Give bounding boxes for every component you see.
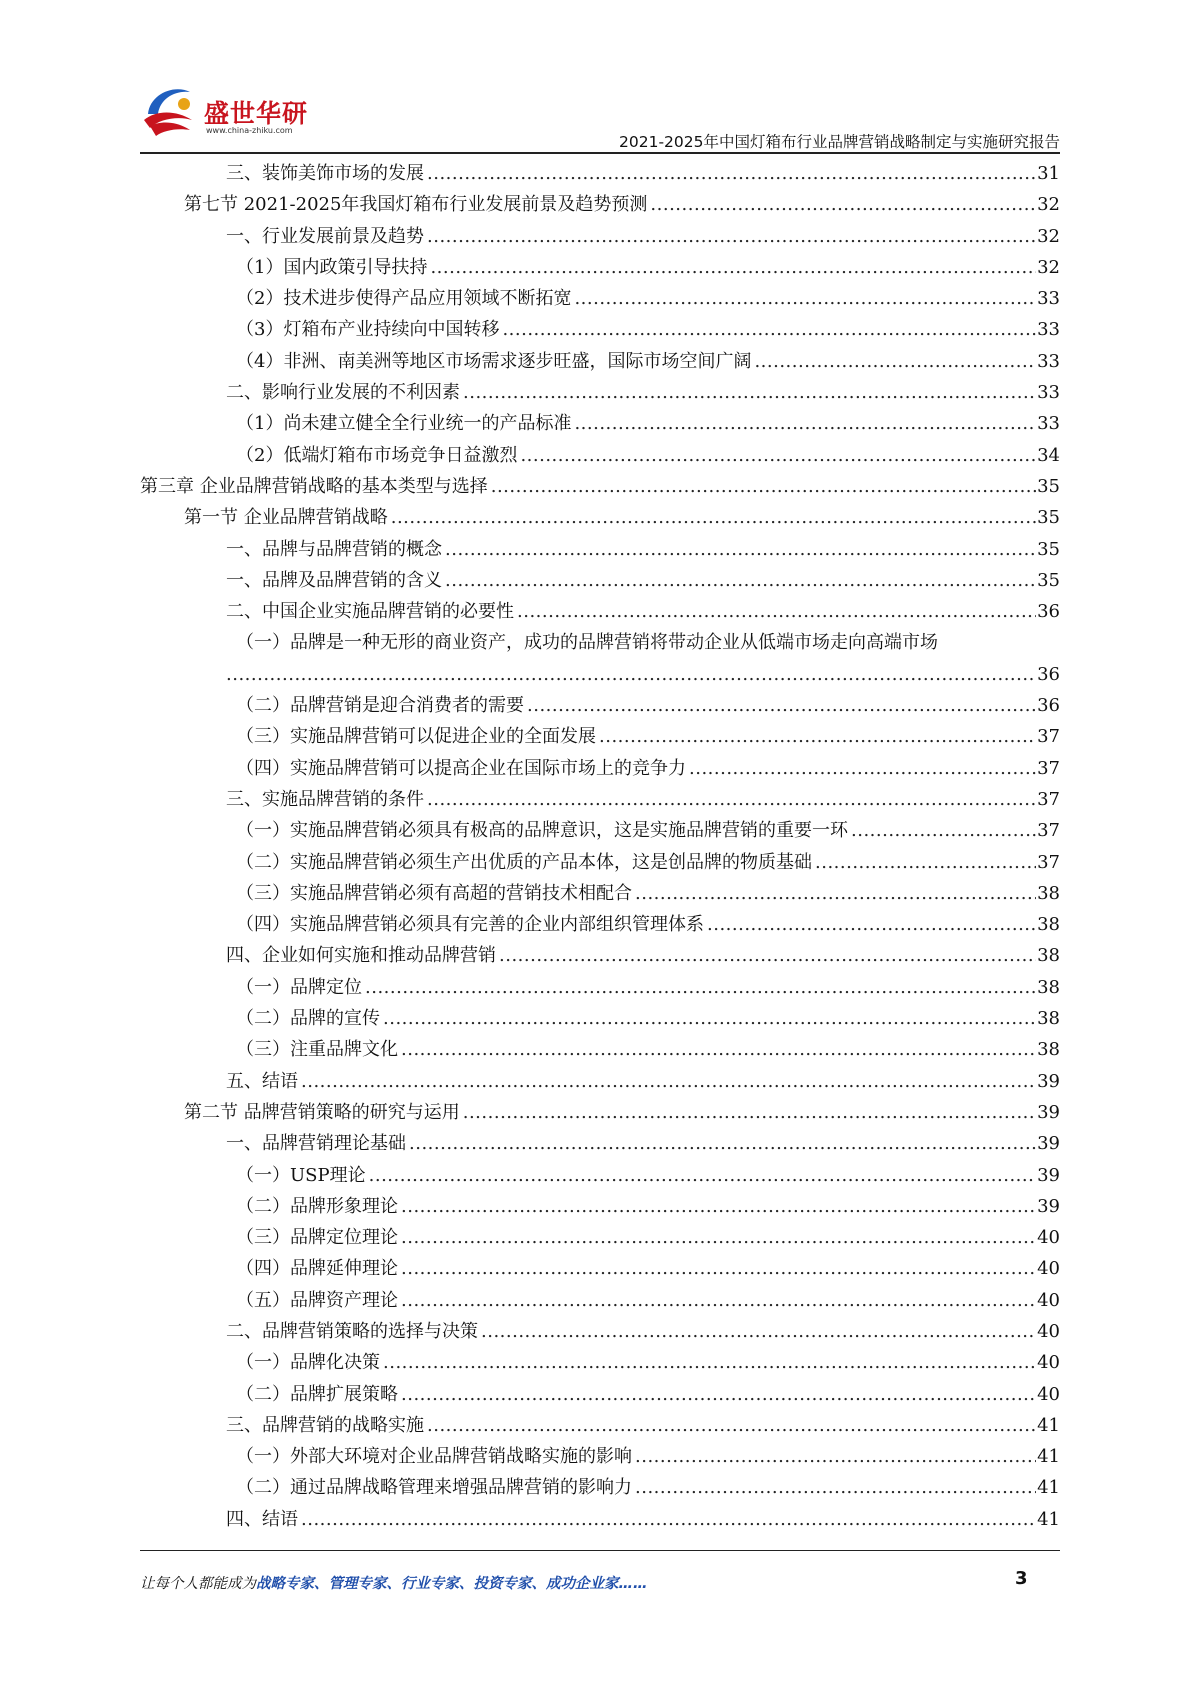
- company-logo: [140, 80, 310, 144]
- toc-entry-text: 二、品牌营销策略的选择与决策: [226, 1320, 478, 1342]
- toc-entry-text: （4）非洲、南美洲等地区市场需求逐步旺盛，国际市场空间广阔: [236, 350, 752, 372]
- toc-entry-page: 38: [1037, 882, 1060, 904]
- toc-leader-dots: [527, 690, 1036, 721]
- toc-entry-text: 第三章 企业品牌营销战略的基本类型与选择: [140, 475, 488, 497]
- toc-entry[interactable]: [140, 784, 1060, 815]
- toc-entry-page: 41: [1037, 1446, 1060, 1468]
- toc-leader-dots: [401, 1379, 1036, 1410]
- toc-leader-dots: [599, 721, 1036, 752]
- toc-entry[interactable]: [140, 283, 1060, 314]
- footer-slogan: [140, 1572, 648, 1593]
- toc-entry[interactable]: [140, 596, 1060, 627]
- toc-entry-text: （1）国内政策引导扶持: [236, 256, 428, 278]
- table-of-contents: [140, 158, 1060, 1535]
- logo-url: www.china-zhiku.com: [206, 126, 293, 135]
- toc-entry-page: 32: [1037, 194, 1060, 216]
- toc-entry-text: （一）实施品牌营销必须具有极高的品牌意识，这是实施品牌营销的重要一环: [236, 820, 848, 842]
- toc-entry[interactable]: [140, 1285, 1060, 1316]
- toc-leader-dots: [401, 1034, 1036, 1065]
- toc-entry-page: 37: [1037, 851, 1060, 873]
- toc-entry-page: 36: [1037, 695, 1060, 717]
- toc-leader-dots: [463, 1097, 1036, 1128]
- toc-entry[interactable]: [140, 1472, 1060, 1503]
- toc-leader-dots: [301, 1066, 1036, 1097]
- toc-entry-page: 40: [1037, 1227, 1060, 1249]
- toc-entry-page: 32: [1037, 225, 1060, 247]
- toc-entry-text: 五、结语: [226, 1070, 298, 1092]
- toc-entry-text: （二）品牌营销是迎合消费者的需要: [236, 695, 524, 717]
- toc-leader-dots: [851, 815, 1036, 846]
- toc-entry[interactable]: [140, 1222, 1060, 1253]
- toc-entry[interactable]: [140, 1066, 1060, 1097]
- toc-entry[interactable]: [140, 815, 1060, 846]
- footer-divider: [140, 1550, 1060, 1551]
- toc-entry[interactable]: [140, 972, 1060, 1003]
- toc-leader-dots: [815, 847, 1036, 878]
- toc-entry-text: （2）技术进步使得产品应用领域不断拓宽: [236, 288, 572, 310]
- toc-entry-page: 33: [1037, 350, 1060, 372]
- toc-entry-text: （三）品牌定位理论: [236, 1227, 398, 1249]
- toc-entry-page: 38: [1037, 1039, 1060, 1061]
- toc-entry[interactable]: [140, 1504, 1060, 1535]
- toc-entry-page: 39: [1037, 1133, 1060, 1155]
- toc-entry-text: （一）USP理论: [236, 1164, 366, 1186]
- toc-leader-dots: [401, 1191, 1036, 1222]
- toc-leader-dots: [650, 189, 1036, 220]
- toc-leader-dots: [574, 283, 1036, 314]
- toc-entry[interactable]: [140, 878, 1060, 909]
- toc-entry[interactable]: [140, 1379, 1060, 1410]
- toc-entry[interactable]: [140, 440, 1060, 471]
- toc-entry[interactable]: [140, 690, 1060, 721]
- toc-entry-text: 四、结语: [226, 1508, 298, 1530]
- toc-entry[interactable]: [140, 377, 1060, 408]
- toc-leader-dots: [502, 314, 1036, 345]
- toc-entry-text: 第一节 企业品牌营销战略: [184, 507, 388, 529]
- toc-entry[interactable]: [140, 1097, 1060, 1128]
- toc-leader-dots: [365, 972, 1036, 1003]
- toc-leader-dots: [520, 440, 1036, 471]
- toc-entry[interactable]: [140, 565, 1060, 596]
- toc-entry-page: 36: [1037, 601, 1060, 623]
- toc-entry-page: 37: [1037, 757, 1060, 779]
- logo-swoosh-icon: [140, 80, 204, 144]
- page-number: 3: [1015, 1568, 1028, 1589]
- toc-entry-text: （三）注重品牌文化: [236, 1039, 398, 1061]
- toc-entry-text: （三）实施品牌营销必须有高超的营销技术相配合: [236, 882, 632, 904]
- toc-entry-text: （二）品牌扩展策略: [236, 1383, 398, 1405]
- toc-entry[interactable]: [140, 1347, 1060, 1378]
- toc-entry[interactable]: [140, 1441, 1060, 1472]
- toc-leader-dots: [635, 1441, 1036, 1472]
- toc-entry[interactable]: [140, 1160, 1060, 1191]
- toc-entry-page: 38: [1037, 914, 1060, 936]
- toc-leader-dots: [383, 1347, 1036, 1378]
- toc-entry-page: 32: [1037, 256, 1060, 278]
- toc-entry-page: 40: [1037, 1383, 1060, 1405]
- toc-entry-page: 33: [1037, 382, 1060, 404]
- toc-entry-text: （二）品牌形象理论: [236, 1195, 398, 1217]
- toc-entry[interactable]: [140, 408, 1060, 439]
- toc-entry[interactable]: [140, 627, 1060, 690]
- header-divider: [140, 152, 1060, 154]
- toc-entry[interactable]: [140, 753, 1060, 784]
- toc-entry[interactable]: [140, 1410, 1060, 1441]
- toc-entry-page: 41: [1037, 1508, 1060, 1530]
- toc-leader-dots: [635, 1472, 1036, 1503]
- toc-entry-text: 第七节 2021-2025年我国灯箱布行业发展前景及趋势预测: [184, 194, 648, 216]
- toc-entry-page: 36: [1037, 663, 1060, 685]
- toc-entry-text: （三）实施品牌营销可以促进企业的全面发展: [236, 726, 596, 748]
- toc-entry-text: （一）品牌化决策: [236, 1352, 380, 1374]
- toc-leader-dots: [445, 565, 1036, 596]
- toc-entry-text: （二）品牌的宣传: [236, 1008, 380, 1030]
- toc-leader-dots: [707, 909, 1036, 940]
- toc-leader-dots: [401, 1222, 1036, 1253]
- toc-entry[interactable]: [140, 314, 1060, 345]
- toc-entry-page: 39: [1037, 1101, 1060, 1123]
- toc-entry[interactable]: [140, 1003, 1060, 1034]
- toc-entry[interactable]: [140, 346, 1060, 377]
- toc-entry-page: 41: [1037, 1414, 1060, 1436]
- toc-entry-text: 二、影响行业发展的不利因素: [226, 382, 460, 404]
- toc-entry-page: 39: [1037, 1070, 1060, 1092]
- toc-entry-text: 三、实施品牌营销的条件: [226, 788, 424, 810]
- toc-leader-dots: [499, 940, 1036, 971]
- toc-entry[interactable]: [140, 252, 1060, 283]
- toc-entry-page: 37: [1037, 788, 1060, 810]
- toc-entry-text: （2）低端灯箱布市场竞争日益激烈: [236, 444, 518, 466]
- toc-entry[interactable]: [140, 189, 1060, 220]
- toc-entry-page: 35: [1037, 507, 1060, 529]
- toc-entry[interactable]: [140, 158, 1060, 189]
- toc-entry-page: 37: [1037, 726, 1060, 748]
- toc-leader-dots: [481, 1316, 1036, 1347]
- logo-name: 盛世华研: [204, 99, 309, 128]
- toc-entry[interactable]: [140, 1316, 1060, 1347]
- toc-leader-dots: [463, 377, 1036, 408]
- toc-entry-text: （一）品牌定位: [236, 976, 362, 998]
- toc-entry-page: 40: [1037, 1289, 1060, 1311]
- toc-entry-text: 一、品牌及品牌营销的含义: [226, 569, 442, 591]
- toc-entry[interactable]: [140, 1128, 1060, 1159]
- toc-entry-text: （四）实施品牌营销必须具有完善的企业内部组织管理体系: [236, 914, 704, 936]
- toc-entry[interactable]: [140, 471, 1060, 502]
- toc-entry[interactable]: [140, 534, 1060, 565]
- toc-entry-text: （二）实施品牌营销必须生产出优质的产品本体，这是创品牌的物质基础: [236, 851, 812, 873]
- toc-entry-text: （四）品牌延伸理论: [236, 1258, 398, 1280]
- toc-entry-page: 40: [1037, 1352, 1060, 1374]
- toc-entry-page: 37: [1037, 820, 1060, 842]
- toc-entry-text: （二）通过品牌战略管理来增强品牌营销的影响力: [236, 1477, 632, 1499]
- page-header: [140, 80, 1060, 152]
- toc-entry[interactable]: [140, 1253, 1060, 1284]
- toc-entry-page: 35: [1037, 538, 1060, 560]
- toc-entry-page: 40: [1037, 1258, 1060, 1280]
- toc-entry-text: （1）尚未建立健全全行业统一的产品标准: [236, 413, 572, 435]
- toc-leader-dots: [517, 596, 1036, 627]
- toc-entry-page: 31: [1037, 163, 1060, 184]
- footer-slogan-highlight: 战略专家、管理专家、行业专家、投资专家、成功企业家……: [256, 1576, 648, 1592]
- toc-leader-dots: [409, 1128, 1036, 1159]
- toc-entry[interactable]: [140, 502, 1060, 533]
- toc-entry-text: 三、装饰美饰市场的发展: [226, 163, 424, 184]
- toc-leader-dots: [369, 1160, 1036, 1191]
- toc-entry-page: 34: [1037, 444, 1060, 466]
- toc-entry-page: 39: [1037, 1195, 1060, 1217]
- toc-entry-text: （3）灯箱布产业持续向中国转移: [236, 319, 500, 341]
- toc-leader-dots: [301, 1504, 1036, 1535]
- toc-entry-text: 三、品牌营销的战略实施: [226, 1414, 424, 1436]
- toc-leader-dots: [383, 1003, 1036, 1034]
- toc-entry-page: 39: [1037, 1164, 1060, 1186]
- toc-entry-page: 38: [1037, 945, 1060, 967]
- toc-entry[interactable]: [140, 1034, 1060, 1065]
- toc-entry[interactable]: [140, 909, 1060, 940]
- toc-entry-page: 38: [1037, 1008, 1060, 1030]
- toc-leader-dots: [427, 158, 1036, 189]
- toc-leader-dots: [635, 878, 1036, 909]
- toc-leader-dots: [430, 252, 1036, 283]
- toc-leader-dots: [391, 502, 1036, 533]
- toc-entry-text: 一、行业发展前景及趋势: [226, 225, 424, 247]
- toc-leader-dots: [427, 784, 1036, 815]
- toc-entry-page: 41: [1037, 1477, 1060, 1499]
- toc-entry-text: 二、中国企业实施品牌营销的必要性: [226, 601, 514, 623]
- toc-entry-text: （一）外部大环境对企业品牌营销战略实施的影响: [236, 1446, 632, 1468]
- toc-leader-dots: [427, 1410, 1036, 1441]
- toc-entry-page: 33: [1037, 319, 1060, 341]
- toc-entry-page: 33: [1037, 413, 1060, 435]
- toc-entry[interactable]: [140, 1191, 1060, 1222]
- toc-entry-text: 一、品牌营销理论基础: [226, 1133, 406, 1155]
- toc-entry[interactable]: [140, 221, 1060, 252]
- toc-leader-dots: [445, 534, 1036, 565]
- toc-leader-dots: [427, 221, 1036, 252]
- toc-entry-page: 35: [1037, 569, 1060, 591]
- toc-entry-text: （四）实施品牌营销可以提高企业在国际市场上的竞争力: [236, 757, 686, 779]
- document-title: 2021-2025年中国灯箱布行业品牌营销战略制定与实施研究报告: [619, 133, 1060, 151]
- toc-leader-dots: [401, 1285, 1036, 1316]
- toc-leader-dots: [226, 659, 1036, 690]
- toc-leader-dots: [689, 753, 1036, 784]
- toc-entry-page: 40: [1037, 1320, 1060, 1342]
- footer-slogan-prefix: 让每个人都能成为: [140, 1576, 256, 1592]
- toc-entry[interactable]: [140, 847, 1060, 878]
- toc-entry-text: （一）品牌是一种无形的商业资产，成功的品牌营销将带动企业从低端市场走向高端市场: [236, 632, 938, 654]
- toc-entry-page: 33: [1037, 288, 1060, 310]
- toc-entry[interactable]: [140, 721, 1060, 752]
- toc-entry-page: 35: [1037, 475, 1060, 497]
- toc-leader-dots: [401, 1253, 1036, 1284]
- toc-entry-text: 一、品牌与品牌营销的概念: [226, 538, 442, 560]
- toc-leader-dots: [491, 471, 1036, 502]
- toc-entry-page: 38: [1037, 976, 1060, 998]
- toc-leader-dots: [574, 408, 1036, 439]
- toc-leader-dots: [754, 346, 1036, 377]
- toc-entry-text: 第二节 品牌营销策略的研究与运用: [184, 1101, 460, 1123]
- toc-entry[interactable]: [140, 940, 1060, 971]
- toc-entry-text: （五）品牌资产理论: [236, 1289, 398, 1311]
- toc-entry-text: 四、企业如何实施和推动品牌营销: [226, 945, 496, 967]
